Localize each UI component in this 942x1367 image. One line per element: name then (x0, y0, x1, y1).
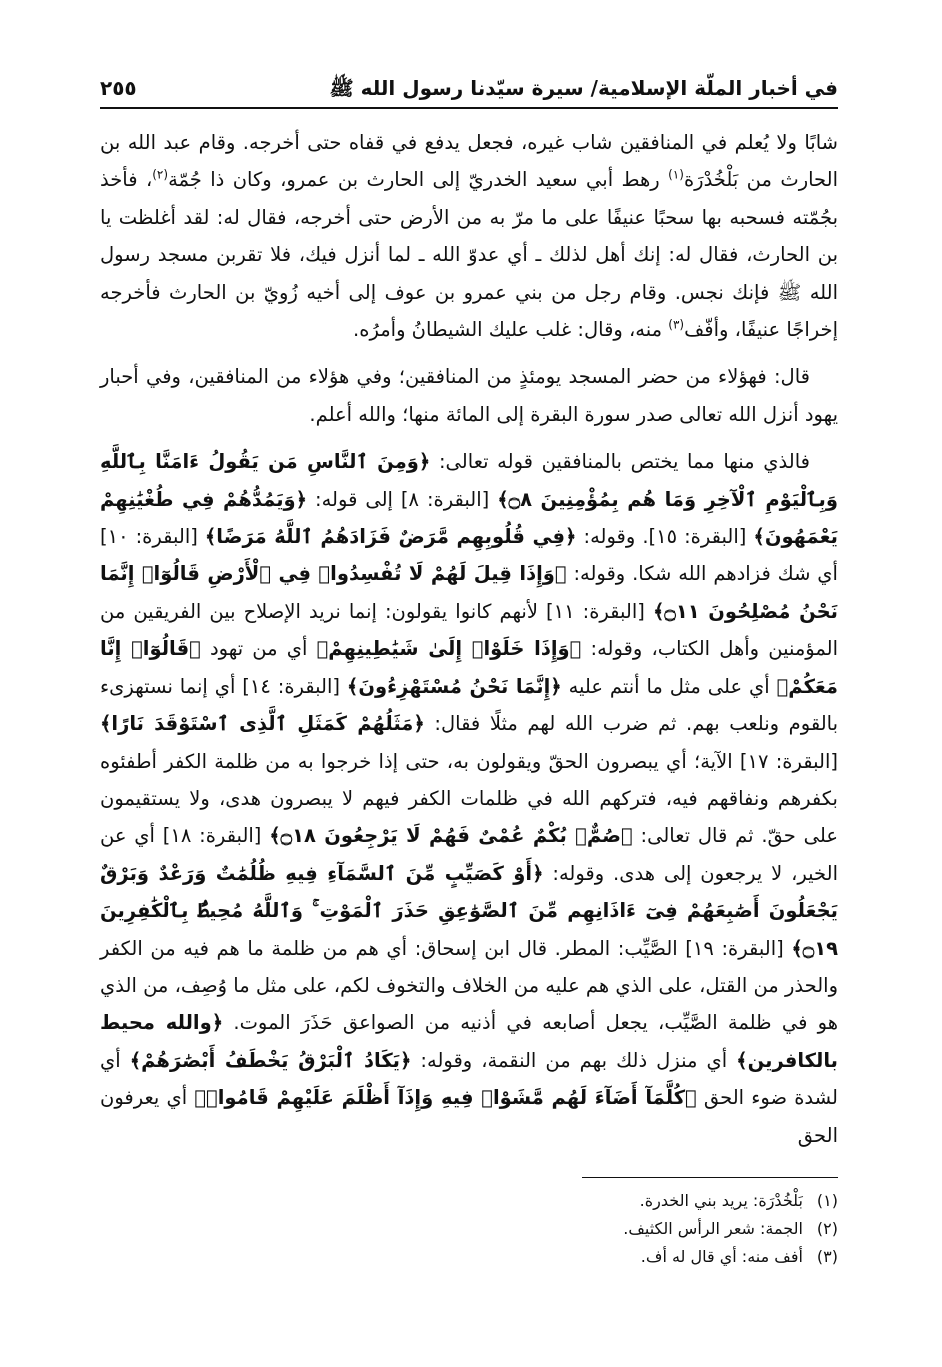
footnote-1 (100, 1187, 838, 1215)
text-run: أي على مثل ما أنتم عليه (561, 674, 777, 698)
footnote-text: الجمة: شعر الرأس الكثيف. (623, 1219, 803, 1238)
footnote-ref: (١) (668, 167, 684, 182)
quran-verse: ﴿والله محيط بالكافرين﴾ (100, 1011, 838, 1072)
text-run: ، فأخذ بجُمّته فسحبه بها سحبًا عنيفًا على ما مرّ به من الأرض حتى أخرجه، فقال له: لقد أغلظت يا بن الحارث، فقال له: إنك أهل لذلك ـ أي عدوّ الله ـ لما أنزل فيك، فلا تقربن مسجد رسول الله ﷺ فإنك نجس. وقام رجل من بني عمرو بن عوف إلى أخيه زُويّ بن الحارث فأخرجه إخراجًا عنيفًا، وأفّف (100, 168, 838, 342)
quran-verse: ﴿فِي قُلُوبِهِم مَّرَضٌ فَزَادَهُمُ ٱللَّهُ مَرَضًا﴾ (204, 525, 577, 549)
text-run: أي منزل ذلك بهم من النقمة، وقوله: (411, 1048, 737, 1072)
text-run: قال: فهؤلاء من حضر المسجد يومئذٍ من المنافقين؛ وفي هؤلاء من المنافقين، وفي أحبار يهود أنزل الله تعالى صدر سورة البقرة إلى المائة منها؛ والله أعلم. (100, 365, 838, 426)
quran-verse: ﴿صُمٌّۢ بُكْمٌ عُمْىٌ فَهُمْ لَا يَرْجِعُونَ ۝١٨﴾ (269, 824, 633, 848)
paragraph-3 (100, 443, 838, 1154)
footnotes (100, 1187, 838, 1271)
text-run: منه، وقال: غلب عليك الشيطانُ وأمرُه. (353, 318, 669, 342)
quran-verse: ﴿وَمِنَ ٱلنَّاسِ مَن يَقُولُ ءَامَنَّا بِٱللَّهِ وَبِٱلْيَوْمِ ٱلْآخِرِ وَمَا هُم بِمُؤْمِنِينَ ۝٨﴾ (100, 450, 838, 511)
footnote-3 (100, 1243, 838, 1271)
paragraph-2 (100, 358, 838, 433)
quran-verse: ﴿أَوْ كَصَيِّبٍ مِّنَ ٱلسَّمَآءِ فِيهِ ظُلُمَٰتٌ وَرَعْدٌ وَبَرْقٌ يَجْعَلُونَ أَصَٰبِعَهُمْ فِىٓ ءَاذَانِهِم مِّنَ ٱلصَّوَٰعِقِ حَذَرَ ٱلْمَوْتِ ۚ وَٱللَّهُ مُحِيطٌۢ بِٱلْكَٰفِرِينَ ۝١٩﴾ (100, 861, 838, 960)
quran-verse: ﴿قَالُوٓا۟ إِنَّا مَعَكُمْ﴾ (100, 637, 838, 698)
footnote-ref: (٢) (152, 167, 169, 182)
quran-verse: ﴿إِنَّمَا نَحْنُ مُسْتَهْزِءُونَ﴾ (346, 674, 562, 698)
paragraph-1 (100, 124, 838, 348)
text-run: [البقرة: ٨] إلى قوله: (307, 487, 498, 511)
header-rule (100, 107, 838, 109)
footnote-rule (582, 1177, 838, 1178)
body-text (100, 124, 838, 1154)
text-run: [البقرة: ١٨] أي عن الخير، لا يرجعون إلى هدى. وقوله: (100, 824, 838, 885)
text-run: [البقرة: ١٠] أي شك فزادهم الله شكا. وقوله: (100, 525, 838, 586)
footnote-number: (١) (816, 1191, 838, 1210)
text-run: [البقرة: ١١] لأنهم كانوا يقولون: إنما نريد الإصلاح بين الفريقين من المؤمنين وأهل الكتاب، وقوله: (100, 599, 839, 661)
footnote-text: أفف منه: أي قال له أف. (640, 1247, 803, 1266)
page-number: ٢٥٥ (100, 76, 137, 100)
text-run: [البقرة: ١٧] الآية؛ أي يبصرون الحقّ ويقولون به، حتى إذا خرجوا به من ظلمة الكفر أطفئوه بكفرهم ونفاقهم فيه، فتركهم الله في ظلمات الكفر فيهم لا يبصرون هدى، ولا يستقيمون على حقّ. ثم قال تعالى: (100, 749, 838, 848)
running-header (100, 70, 838, 106)
footnote-number: (٢) (816, 1219, 838, 1238)
footnote-number: (٣) (816, 1247, 838, 1266)
text-run: فالذي منها مما يختص بالمنافقين قوله تعالى: (430, 450, 810, 474)
quran-verse: ﴿كُلَّمَآ أَضَآءَ لَهُم مَّشَوْا۟ فِيهِ وَإِذَآ أَظْلَمَ عَلَيْهِمْ قَامُوا۟﴾ (194, 1086, 697, 1110)
quran-verse: ﴿وَإِذَا خَلَوْا۟ إِلَىٰ شَيَٰطِينِهِمْ﴾ (316, 637, 582, 661)
text-run: [البقرة: ١٩] الصَّيِّب: المطر. قال ابن إسحاق: أي هم من ظلمة ما هم فيه من الكفر والحذر من القتل، على الذي هم عليه من الخلاف والتخوف لكم، على مثل ما وُصِف، من الذي هو في ظلمة الصَّيِّب، يجعل أصابعه في أذنيه من الصواعق حَذَرَ الموت. (100, 936, 838, 1035)
quran-verse: ﴿يَكَادُ ٱلْبَرْقُ يَخْطَفُ أَبْصَٰرَهُمْ﴾ (129, 1048, 412, 1072)
quran-verse: ﴿وَيَمُدُّهُمْ فِي طُغْيَٰنِهِمْ يَعْمَهُونَ﴾ (100, 487, 838, 549)
text-run: أي من تهود (200, 637, 317, 661)
quran-verse: ﴿وَإِذَا قِيلَ لَهُمْ لَا تُفْسِدُوا۟ فِي ٱلْأَرْضِ قَالُوٓا۟ إِنَّمَا نَحْنُ مُصْلِحُونَ ۝١١﴾ (100, 562, 838, 623)
footnote-2 (100, 1215, 838, 1243)
text-run: [البقرة: ١٥]. وقوله: (576, 525, 754, 549)
text-run: شابًا ولا يُعلم في المنافقين شاب غيره، فجعل يدفع في قفاه حتى أخرجه. وقام عبد الله بن الحارث من بَلْخُدْرَة (100, 131, 838, 192)
footnote-text: بَلْخُدْرَة: يريد بني الخدرة. (639, 1191, 803, 1210)
footnote-ref: (٣) (668, 317, 685, 332)
text-run: أي لشدة ضوء الحق (100, 1048, 838, 1110)
header-title: في أخبار الملّة الإسلامية/ سيرة سيّدنا رسول الله ﷺ (329, 76, 838, 100)
text-run: [البقرة: ١٤] أي إنما نستهزىء بالقوم ونلعب بهم. ثم ضرب الله لهم مثلًا فقال: (100, 674, 839, 736)
text-run: أي يعرفون الحق (100, 1086, 838, 1147)
quran-verse: ﴿مَثَلُهُمْ كَمَثَلِ ٱلَّذِى ٱسْتَوْقَدَ نَارًا﴾ (100, 712, 425, 736)
text-run: رهط أبي سعيد الخدريّ إلى الحارث بن عمرو، وكان ذا جُمّة (168, 168, 669, 192)
